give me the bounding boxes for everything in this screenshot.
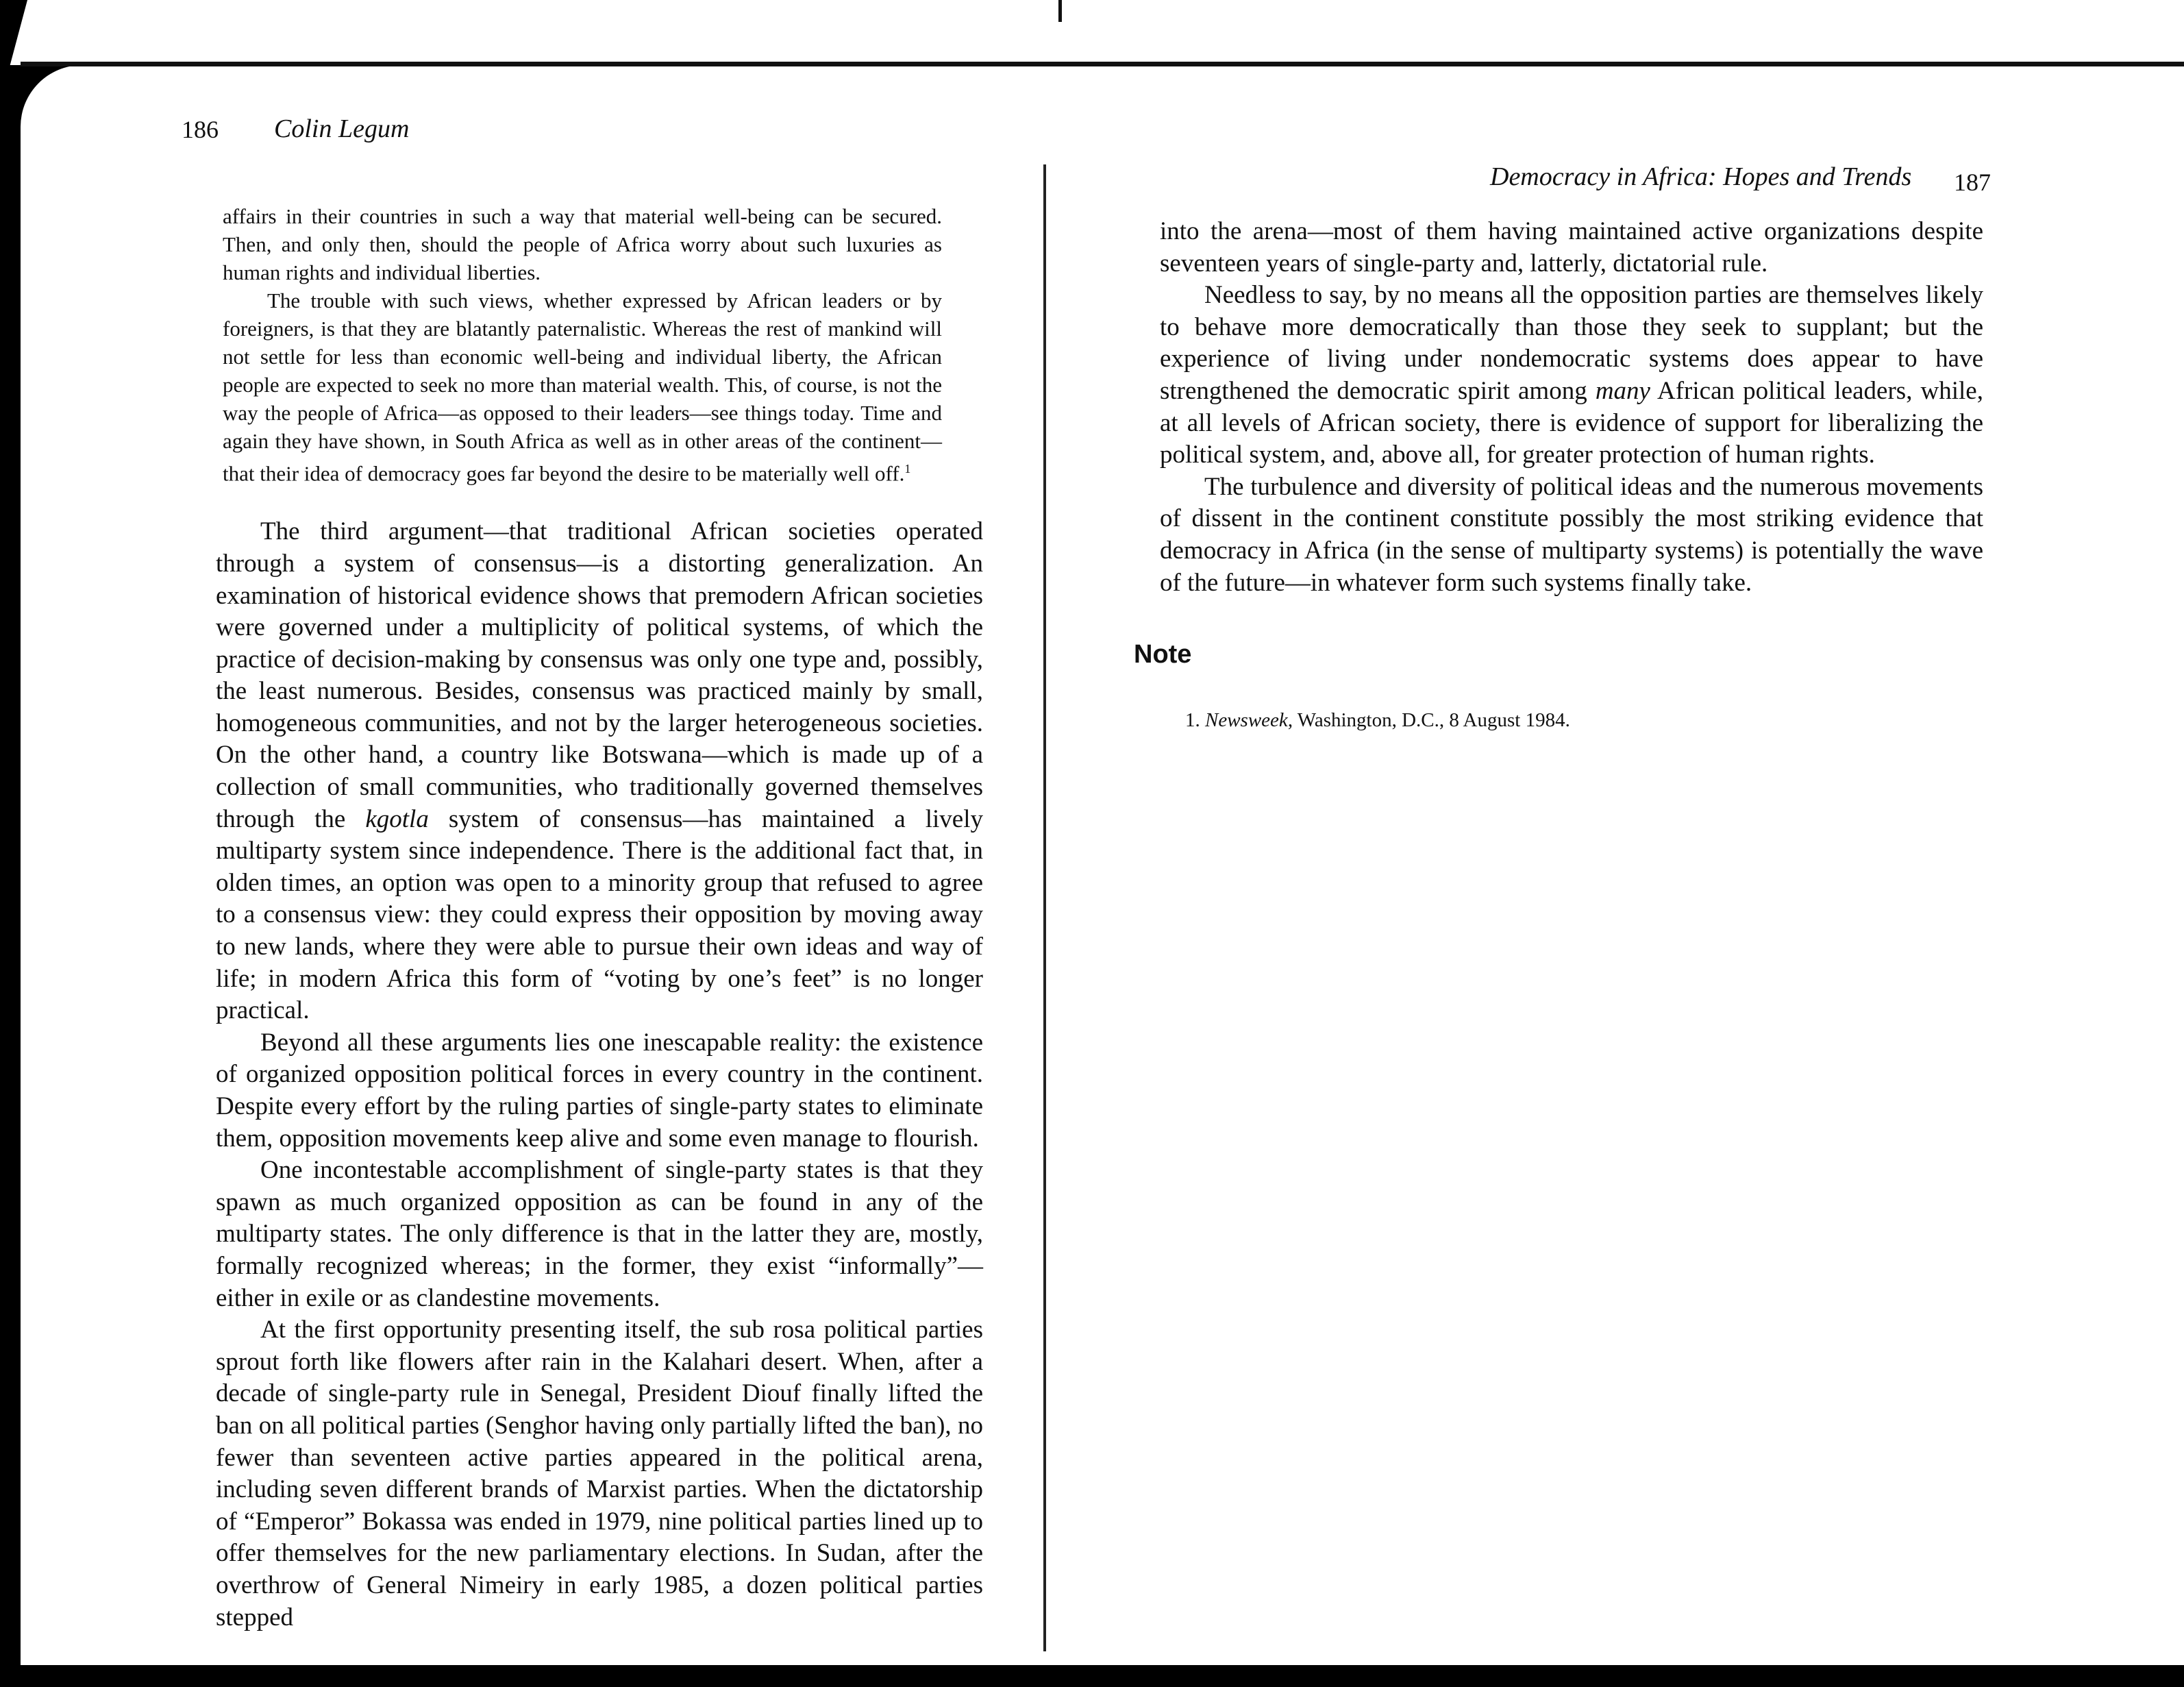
right-page (1134, 216, 1983, 732)
left-page (158, 202, 983, 1634)
italic-term: many (1595, 376, 1650, 405)
quote-paragraph: The trouble with such views, whether expressed by African leaders or by foreigners, is that they are blatantly paternalistic. Whereas the rest of mankind will not settle for less than economic well-being and individual liberty, the African people are expected to seek no more than material wealth. This, of course, is not the way the people of Africa—as opposed to their leaders—see things today. Time and again they have shown, in South Africa as well as in other areas of the continent—that their idea of democracy goes far beyond the desire to be materially well off.$^1$ (223, 288, 942, 486)
scan-bottom-shadow (0, 1665, 2184, 1687)
body-paragraph: The turbulence and diversity of political ideas and the numerous movements of dissent in the continent constitute possibly the most striking evidence that democracy in Africa (in the sense of multiparty systems) is potentially the wave of the future—in whatever form such systems finally take. (1160, 472, 1983, 597)
right-page-number: 187 (1954, 169, 1991, 196)
note-marker: 1 (904, 462, 911, 476)
note-details: , Washington, D.C., 8 August 1984. (1287, 709, 1570, 732)
quote-paragraph: affairs in their countries in such a way that material well-being can be secured. Then, and only then, should the people of Africa worry about such luxuries as human rights and individual liberties. (223, 204, 942, 284)
body-paragraph: At the first opportunity presenting itself, the sub rosa political parties sprout forth like flowers after rain in the Kalahari desert. When, after a decade of single-party rule in Senegal, President Diouf finally lifted the ban on all political parties (Senghor having only partially lifted the ban), no fewer than seventeen active parties appeared in the political arena, including seven different brands of Marxist parties. When the dictatorship of “Emperor” Bokassa was ended in 1979, nine political parties lined up to offer themselves for the new parliamentary elections. In Sudan, after the overthrow of General Nimeiry in early 1985, a dozen political parties stepped (216, 1316, 983, 1631)
notes-heading: Note (1134, 640, 1192, 669)
body-paragraph: The third argument—that traditional African societies operated through a system of consensus—is a distorting generalization. An examination of historical evidence shows that premodern African societies were governed under a multiplicity of political systems, of which the practice of decision-making by consensus was only one type and, possibly, the least numerous. Besides, consensus was practiced mainly by small, homogeneous communities, and not by the larger heterogeneous societies. On the other hand, a country like Botswana—which is made up of a collection of small communities, who traditionally governed themselves through the kgotla system of consensus—has maintained a lively multiparty system since independence. There is the additional fact that, in olden times, an option was open to a minority group that refused to agree to a consensus view: they could express their opposition by moving away to new lands, where they were able to pursue their own ideas and way of life; in modern Africa this form of “voting by one’s feet” is no longer practical. (216, 517, 983, 1025)
scan-top-notch (1058, 0, 1062, 22)
note-entry (1185, 709, 1983, 732)
note-source: Newsweek (1205, 709, 1288, 732)
left-running-head: Colin Legum (274, 114, 410, 143)
body-paragraph: Needless to say, by no means all the opposition parties are themselves likely to behave more democratically than those they seek to supplant; but the experience of living under nondemocratic systems does appear to have strengthened the democratic spirit among many African political leaders, while, at all levels of African society, there is evidence of support for liberalizing the political system, and, above all, for greater protection of human rights. (1160, 281, 1983, 469)
italic-term: kgotla (365, 804, 429, 833)
body-paragraph: into the arena—most of them having maintained active organizations despite seventeen years of single-party and, latterly, dictatorial rule. (1160, 217, 1983, 278)
book-gutter (1043, 164, 1046, 1651)
body-paragraph: One incontestable accomplishment of single-party states is that they spawn as much organized opposition as can be found in any of the multiparty states. The only difference is that in the latter they are, mostly, formally recognized whereas; in the former, they exist “informally”—either in exile or as clandestine movements. (216, 1156, 983, 1312)
left-body-text (216, 516, 983, 1634)
scan-corner-shadow (0, 0, 27, 103)
block-quote (223, 202, 942, 487)
note-number: 1. (1185, 709, 1200, 732)
left-page-number: 186 (182, 116, 219, 143)
body-paragraph: Beyond all these arguments lies one inescapable reality: the existence of organized opposition political forces in every country in the continent. Despite every effort by the ruling parties of single-party states to eliminate them, opposition movements keep alive and some even manage to flourish. (216, 1028, 983, 1153)
right-body-text (1160, 216, 1983, 599)
right-running-head: Democracy in Africa: Hopes and Trends (1490, 162, 1912, 191)
scan-top-margin (0, 0, 2184, 65)
scan-top-rule (21, 62, 2184, 66)
